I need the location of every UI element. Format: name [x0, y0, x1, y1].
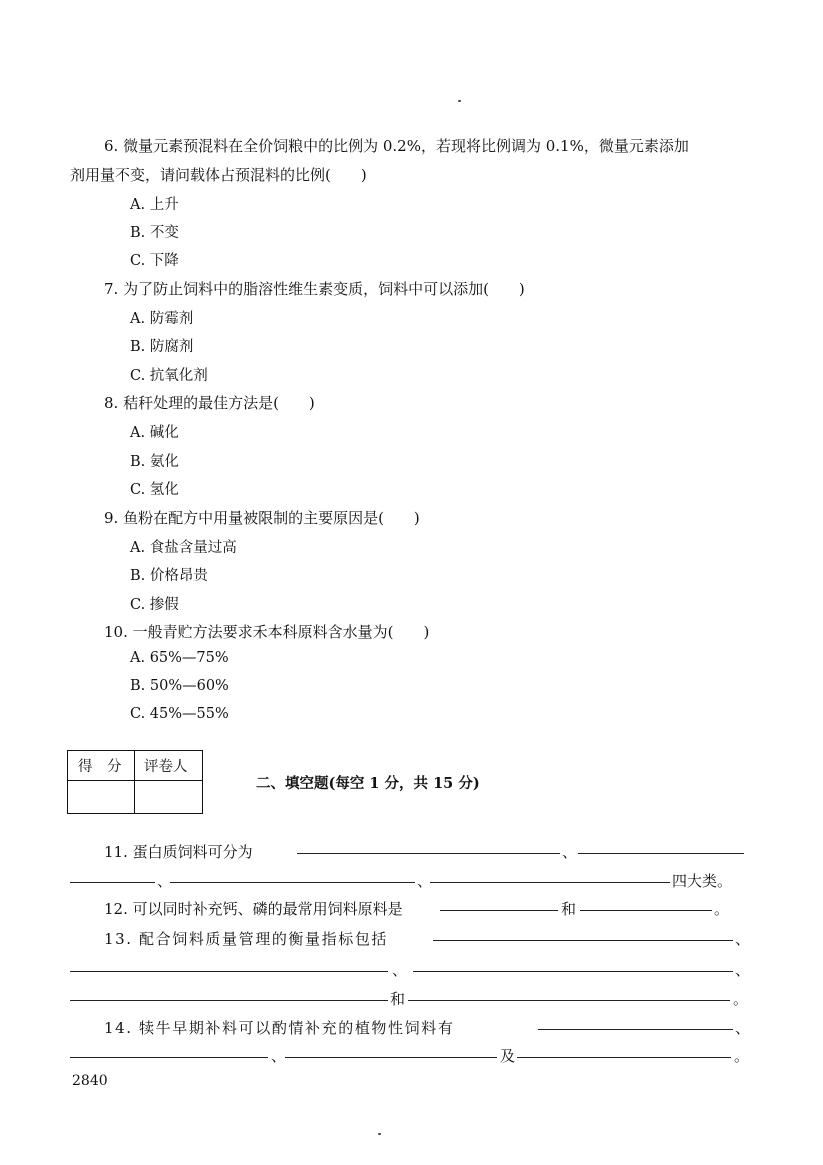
q10-stem: 10. 一般青贮方法要求禾本科原料含水量为( )	[104, 623, 430, 641]
q8-option-c: C. 氢化	[130, 482, 179, 498]
q6-stem-line1: 6. 微量元素预混料在全价饲粮中的比例为 0.2%，若现将比例调为 0.1%，微量元素添加	[104, 137, 689, 155]
q13-sep-1: 、	[735, 930, 751, 948]
q12-blank-1[interactable]	[440, 896, 558, 911]
q11-blank-1[interactable]	[297, 839, 560, 854]
q12-end: 。	[714, 900, 730, 918]
q6-option-a: A. 上升	[130, 197, 179, 213]
q12-blank-2[interactable]	[580, 896, 712, 911]
q9-option-b: B. 价格昂贵	[130, 568, 208, 584]
q7-option-b: B. 防腐剂	[130, 339, 194, 355]
q9-option-c: C. 掺假	[130, 597, 179, 613]
q11-blank-4[interactable]	[170, 868, 415, 883]
q7-stem: 7. 为了防止饲料中的脂溶性维生素变质，饲料中可以添加( )	[104, 280, 525, 298]
q13-blank-4[interactable]	[70, 986, 388, 1001]
q11-end: 四大类。	[672, 872, 733, 890]
grader-label: 评卷人	[144, 759, 188, 775]
q8-option-a: A. 碱化	[130, 425, 179, 441]
q6-stem-line2: 剂用量不变，请问载体占预混料的比例( )	[70, 166, 367, 184]
q13-prefix: 13. 配合饲料质量管理的衡量指标包括	[104, 930, 389, 948]
q13-sep-3: 、	[735, 961, 751, 979]
q12-prefix: 12. 可以同时补充钙、磷的最常用饲料原料是	[104, 900, 403, 918]
section2-title: 二、填空题(每空 1 分，共 15 分)	[256, 775, 480, 792]
q13-blank-1[interactable]	[433, 926, 733, 941]
q11-blank-3[interactable]	[70, 868, 155, 883]
q14-end: 。	[734, 1047, 750, 1065]
q14-sep-1: 、	[735, 1019, 751, 1037]
q10-option-b: B. 50%—60%	[130, 678, 229, 694]
scan-speck	[458, 100, 461, 102]
page-number: 2840	[72, 1073, 108, 1089]
q6-option-c: C. 下降	[130, 253, 179, 269]
q14-blank-2[interactable]	[70, 1043, 268, 1058]
q9-stem: 9. 鱼粉在配方中用量被限制的主要原因是( )	[104, 509, 420, 527]
q8-stem: 8. 秸秆处理的最佳方法是( )	[104, 394, 315, 412]
q13-sep-2: 、	[392, 961, 408, 979]
q11-prefix: 11. 蛋白质饲料可分为	[104, 843, 253, 861]
q14-and: 及	[500, 1047, 516, 1065]
q14-prefix: 14. 犊牛早期补料可以酌情补充的植物性饲料有	[104, 1019, 455, 1037]
q13-end: 。	[733, 990, 749, 1008]
q10-option-a: A. 65%—75%	[130, 650, 229, 666]
score-label: 得 分	[78, 759, 122, 775]
q14-sep-2: 、	[271, 1047, 287, 1065]
q14-blank-1[interactable]	[538, 1015, 733, 1030]
q6-option-b: B. 不变	[130, 225, 179, 241]
q14-blank-3[interactable]	[285, 1043, 497, 1058]
q9-option-a: A. 食盐含量过高	[130, 540, 237, 556]
q8-option-b: B. 氨化	[130, 454, 179, 470]
scan-speck	[378, 1133, 381, 1135]
q10-option-c: C. 45%—55%	[130, 706, 229, 722]
q13-and: 和	[390, 990, 406, 1008]
q13-blank-5[interactable]	[408, 986, 730, 1001]
q7-option-a: A. 防霉剂	[130, 311, 194, 327]
score-table	[67, 750, 203, 814]
q11-sep-3: 、	[417, 872, 433, 890]
q13-blank-2[interactable]	[70, 957, 388, 972]
q11-blank-5[interactable]	[430, 868, 670, 883]
q12-and: 和	[561, 900, 577, 918]
q14-blank-4[interactable]	[517, 1043, 731, 1058]
q11-sep-1: 、	[562, 843, 578, 861]
q11-blank-2[interactable]	[578, 839, 744, 854]
q13-blank-3[interactable]	[413, 957, 733, 972]
q7-option-c: C. 抗氧化剂	[130, 368, 208, 384]
q11-sep-2: 、	[157, 872, 173, 890]
